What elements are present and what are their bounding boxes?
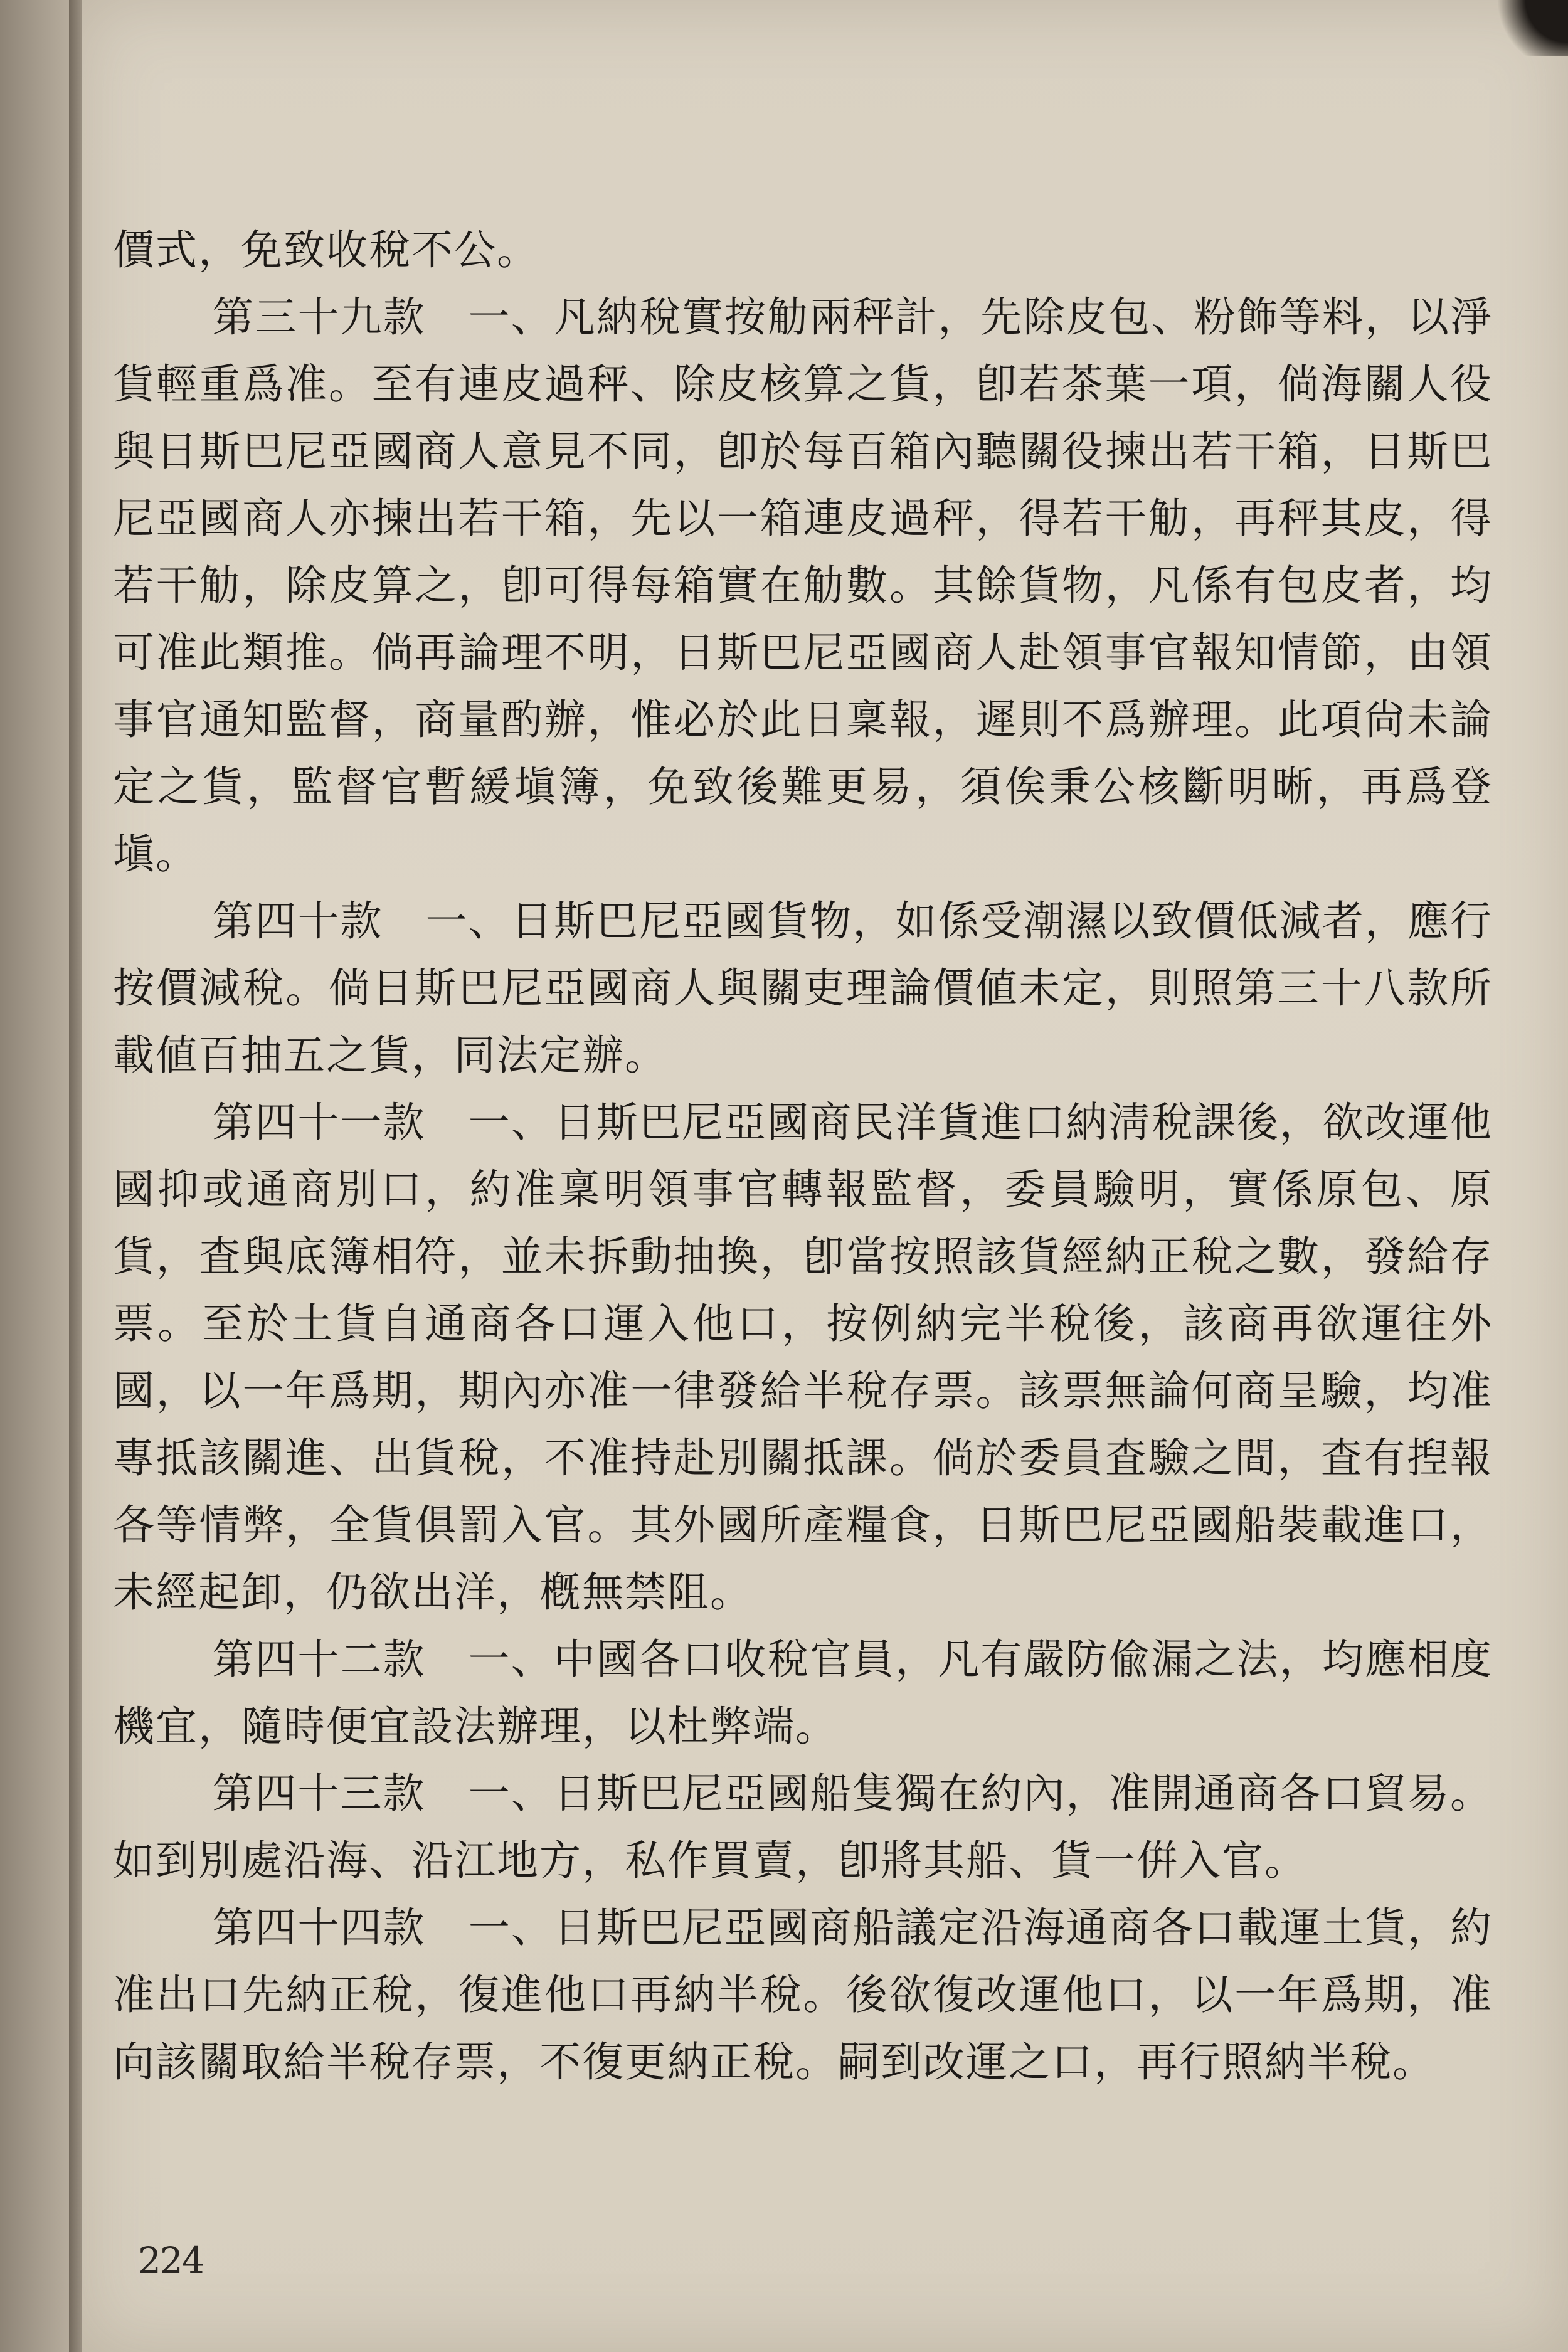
- paragraph-article-44: 第四十四款 一、日斯巴尼亞國商船議定沿海通商各口載運土貨，約准出口先納正稅，復進他口再納半稅。後欲復改運他口，以一年爲期，准向該關取給半稅存票，不復更納正稅。嗣到改運之口，再行照納半稅。: [113, 1904, 1493, 2086]
- paragraph-article-39: 第三十九款 一、凡納稅實按觔兩秤計，先除皮包、粉飾等料，以淨貨輕重爲准。至有連皮過秤、除皮核算之貨，卽若茶葉一項，倘海關人役與日斯巴尼亞國商人意見不同，卽於每百箱內聽關役揀出若干箱，日斯巴尼亞國商人亦揀出若干箱，先以一箱連皮過秤，得若干觔，再秤其皮，得若干觔，除皮算之，卽可得每箱實在觔數。其餘貨物，凡係有包皮者，均可准此類推。倘再論理不明，日斯巴尼亞國商人赴領事官報知情節，由領事官通知監督，商量酌辦，惟必於此日稟報，遲則不爲辦理。此項尙未論定之貨，監督官暫緩塡簿，免致後難更易，須俟秉公核斷明晰，再爲登塡。: [113, 293, 1493, 878]
- paragraph-article-43: 第四十三款 一、日斯巴尼亞國船隻獨在約內，准開通商各口貿易。如到別處沿海、沿江地方，私作買賣，卽將其船、貨一倂入官。: [113, 1769, 1493, 1885]
- paragraph-continuation: 價式，免致收稅不公。: [113, 226, 539, 274]
- paragraph-article-40: 第四十款 一、日斯巴尼亞國貨物，如係受潮濕以致價低減者，應行按價減稅。倘日斯巴尼亞國商人與關吏理論價値未定，則照第三十八款所載値百抽五之貨，同法定辦。: [113, 897, 1493, 1079]
- paragraph-article-42: 第四十二款 一、中國各口收稅官員，凡有嚴防偸漏之法，均應相度機宜，隨時便宜設法辦理，以杜弊端。: [113, 1635, 1493, 1751]
- page-text-block: [113, 216, 1493, 2095]
- book-page: [82, 0, 1568, 2352]
- paragraph-article-41: 第四十一款 一、日斯巴尼亞國商民洋貨進口納淸稅課後，欲改運他國抑或通商別口，約准稟明領事官轉報監督，委員驗明，實係原包、原貨，査與底簿相符，並未拆動抽換，卽當按照該貨經納正稅之數，發給存票。至於土貨自通商各口運入他口，按例納完半稅後，該商再欲運往外國，以一年爲期，期內亦准一律發給半稅存票。該票無論何商呈驗，均准專抵該關進、出貨稅，不准持赴別關抵課。倘於委員査驗之間，査有揑報各等情弊，全貨俱罰入官。其外國所產糧食，日斯巴尼亞國船裝載進口，未經起卸，仍欲出洋，槪無禁阻。: [113, 1098, 1493, 1616]
- page-number: 224: [138, 2239, 204, 2282]
- background-corner: [1493, 0, 1568, 56]
